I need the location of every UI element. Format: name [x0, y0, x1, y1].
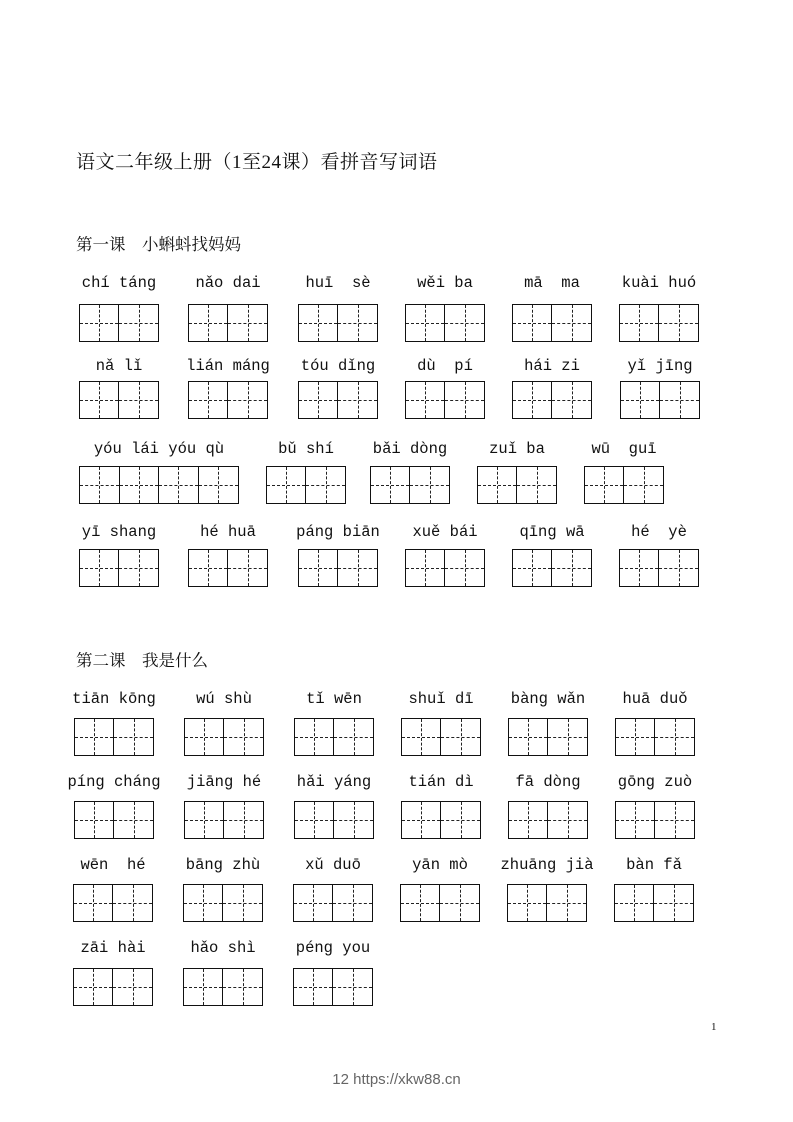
lesson-heading-2: 第二课 我是什么	[76, 651, 208, 670]
character-cell[interactable]	[441, 719, 480, 755]
character-cell[interactable]	[267, 467, 306, 503]
pinyin-label: bàng wǎn	[510, 690, 586, 708]
character-cell[interactable]	[478, 467, 517, 503]
tianzige-writing-box[interactable]	[73, 884, 153, 922]
pinyin-label: nǎo dai	[195, 274, 261, 292]
character-cell[interactable]	[509, 802, 548, 838]
character-cell[interactable]	[113, 885, 152, 921]
pinyin-label: hǎo shì	[190, 939, 256, 957]
pinyin-label: zuǐ ba	[489, 440, 545, 458]
tianzige-writing-box[interactable]	[401, 718, 481, 756]
tianzige-writing-box[interactable]	[74, 801, 154, 839]
character-cell[interactable]	[338, 550, 377, 586]
tianzige-writing-box[interactable]	[405, 549, 485, 587]
pinyin-label: wēn hé	[80, 856, 146, 874]
tianzige-writing-box[interactable]	[401, 801, 481, 839]
character-cell[interactable]	[185, 719, 224, 755]
character-cell[interactable]	[513, 305, 552, 341]
tianzige-writing-box[interactable]	[298, 304, 378, 342]
tianzige-writing-box[interactable]	[298, 549, 378, 587]
pinyin-label: huī sè	[305, 274, 371, 292]
tianzige-writing-box[interactable]	[477, 466, 557, 504]
character-cell[interactable]	[620, 550, 659, 586]
character-cell[interactable]	[616, 802, 655, 838]
pinyin-label: jiāng hé	[186, 773, 262, 791]
character-cell[interactable]	[552, 382, 591, 418]
character-cell[interactable]	[585, 467, 624, 503]
character-cell[interactable]	[159, 467, 199, 503]
tianzige-writing-box[interactable]	[400, 884, 480, 922]
character-cell[interactable]	[655, 802, 694, 838]
tianzige-writing-box[interactable]	[620, 381, 700, 419]
tianzige-writing-box[interactable]	[184, 801, 264, 839]
character-cell[interactable]	[338, 382, 377, 418]
tianzige-writing-box[interactable]	[508, 801, 588, 839]
pinyin-label: xǔ duō	[305, 856, 361, 874]
character-cell[interactable]	[334, 802, 373, 838]
character-cell[interactable]	[402, 719, 441, 755]
pinyin-label: tián dì	[408, 773, 474, 791]
tianzige-writing-box[interactable]	[79, 304, 159, 342]
tianzige-writing-box[interactable]	[512, 304, 592, 342]
character-cell[interactable]	[624, 467, 663, 503]
tianzige-writing-box[interactable]	[584, 466, 664, 504]
pinyin-label: fā dòng	[515, 773, 581, 791]
pinyin-label: hǎi yáng	[296, 773, 372, 791]
character-cell[interactable]	[401, 885, 440, 921]
pinyin-label: yǐ jīng	[627, 357, 693, 375]
pinyin-label: bǔ shí	[278, 440, 334, 458]
pinyin-label: shuǐ dī	[408, 690, 474, 708]
tianzige-writing-box[interactable]	[619, 549, 699, 587]
character-cell[interactable]	[223, 885, 262, 921]
character-cell[interactable]	[621, 382, 660, 418]
character-cell[interactable]	[294, 969, 333, 1005]
character-cell[interactable]	[616, 719, 655, 755]
character-cell[interactable]	[513, 382, 552, 418]
character-cell[interactable]	[228, 382, 267, 418]
tianzige-writing-box[interactable]	[405, 381, 485, 419]
tianzige-writing-box[interactable]	[188, 381, 268, 419]
character-cell[interactable]	[184, 969, 223, 1005]
character-cell[interactable]	[660, 382, 699, 418]
tianzige-writing-box[interactable]	[507, 884, 587, 922]
pinyin-label: yī shang	[81, 523, 157, 541]
tianzige-writing-box[interactable]	[79, 549, 159, 587]
character-cell[interactable]	[299, 305, 338, 341]
character-cell[interactable]	[228, 305, 267, 341]
pinyin-label: wěi ba	[417, 274, 473, 292]
character-cell[interactable]	[406, 382, 445, 418]
character-cell[interactable]	[224, 802, 263, 838]
character-cell[interactable]	[654, 885, 693, 921]
pinyin-label: mā ma	[524, 274, 580, 292]
tianzige-writing-box[interactable]	[619, 304, 699, 342]
character-cell[interactable]	[445, 382, 484, 418]
tianzige-writing-box[interactable]	[508, 718, 588, 756]
page-number: 1	[711, 1021, 717, 1033]
character-cell[interactable]	[402, 802, 441, 838]
tianzige-writing-box[interactable]	[79, 381, 159, 419]
pinyin-label: gōng zuò	[617, 773, 693, 791]
tianzige-writing-box[interactable]	[512, 381, 592, 419]
pinyin-label: nǎ lǐ	[95, 357, 143, 375]
character-cell[interactable]	[615, 885, 654, 921]
tianzige-writing-box[interactable]	[79, 466, 239, 504]
character-cell[interactable]	[189, 305, 228, 341]
pinyin-label: zhuāng jià	[500, 856, 594, 874]
character-cell[interactable]	[185, 802, 224, 838]
character-cell[interactable]	[119, 550, 158, 586]
character-cell[interactable]	[80, 467, 120, 503]
character-cell[interactable]	[445, 550, 484, 586]
character-cell[interactable]	[113, 969, 152, 1005]
character-cell[interactable]	[517, 467, 556, 503]
pinyin-label: hái zi	[524, 357, 580, 375]
tianzige-writing-box[interactable]	[294, 718, 374, 756]
character-cell[interactable]	[189, 382, 228, 418]
character-cell[interactable]	[119, 382, 158, 418]
character-cell[interactable]	[75, 719, 114, 755]
character-cell[interactable]	[80, 550, 119, 586]
lesson-heading-1: 第一课 小蝌蚪找妈妈	[76, 235, 241, 254]
character-cell[interactable]	[74, 885, 113, 921]
character-cell[interactable]	[294, 885, 333, 921]
pinyin-label: bǎi dòng	[372, 440, 448, 458]
character-cell[interactable]	[80, 305, 119, 341]
character-cell[interactable]	[295, 719, 334, 755]
pinyin-label: wū guī	[591, 440, 657, 458]
character-cell[interactable]	[410, 467, 449, 503]
pinyin-label: wú shù	[196, 690, 252, 708]
tianzige-writing-box[interactable]	[615, 801, 695, 839]
character-cell[interactable]	[552, 305, 591, 341]
character-cell[interactable]	[333, 969, 372, 1005]
character-cell[interactable]	[547, 885, 586, 921]
pinyin-label: lián máng	[186, 357, 270, 375]
character-cell[interactable]	[548, 719, 587, 755]
character-cell[interactable]	[659, 305, 698, 341]
character-cell[interactable]	[299, 550, 338, 586]
character-cell[interactable]	[552, 550, 591, 586]
pinyin-label: tǐ wēn	[306, 690, 362, 708]
pinyin-label: hé yè	[631, 523, 687, 541]
pinyin-label: dù pí	[417, 357, 473, 375]
tianzige-writing-box[interactable]	[405, 304, 485, 342]
character-cell[interactable]	[228, 550, 267, 586]
character-cell[interactable]	[306, 467, 345, 503]
character-cell[interactable]	[334, 719, 373, 755]
character-cell[interactable]	[338, 305, 377, 341]
character-cell[interactable]	[295, 802, 334, 838]
footer-watermark: 12 https://xkw88.cn	[332, 1071, 461, 1088]
tianzige-writing-box[interactable]	[184, 718, 264, 756]
pinyin-label: yóu lái yóu qù	[93, 440, 225, 458]
character-cell[interactable]	[74, 969, 113, 1005]
pinyin-label: bāng zhù	[185, 856, 261, 874]
tianzige-writing-box[interactable]	[293, 884, 373, 922]
tianzige-writing-box[interactable]	[298, 381, 378, 419]
pinyin-label: bàn fǎ	[626, 856, 682, 874]
pinyin-label: píng cháng	[67, 773, 161, 791]
pinyin-label: xuě bái	[412, 523, 478, 541]
character-cell[interactable]	[659, 550, 698, 586]
tianzige-writing-box[interactable]	[294, 801, 374, 839]
character-cell[interactable]	[199, 467, 238, 503]
character-cell[interactable]	[406, 550, 445, 586]
tianzige-writing-box[interactable]	[183, 884, 263, 922]
character-cell[interactable]	[184, 885, 223, 921]
character-cell[interactable]	[548, 802, 587, 838]
character-cell[interactable]	[333, 885, 372, 921]
tianzige-writing-box[interactable]	[615, 718, 695, 756]
character-cell[interactable]	[224, 719, 263, 755]
character-cell[interactable]	[441, 802, 480, 838]
character-cell[interactable]	[508, 885, 547, 921]
pinyin-label: chí táng	[81, 274, 157, 292]
character-cell[interactable]	[114, 802, 153, 838]
tianzige-writing-box[interactable]	[73, 968, 153, 1006]
character-cell[interactable]	[299, 382, 338, 418]
tianzige-writing-box[interactable]	[266, 466, 346, 504]
pinyin-label: yān mò	[412, 856, 468, 874]
character-cell[interactable]	[119, 305, 158, 341]
tianzige-writing-box[interactable]	[188, 304, 268, 342]
tianzige-writing-box[interactable]	[183, 968, 263, 1006]
tianzige-writing-box[interactable]	[188, 549, 268, 587]
character-cell[interactable]	[75, 802, 114, 838]
page-title: 语文二年级上册（1至24课）看拼音写词语	[76, 152, 438, 173]
character-cell[interactable]	[620, 305, 659, 341]
tianzige-writing-box[interactable]	[293, 968, 373, 1006]
pinyin-label: hé huā	[200, 523, 256, 541]
character-cell[interactable]	[513, 550, 552, 586]
pinyin-label: qīng wā	[519, 523, 585, 541]
character-cell[interactable]	[445, 305, 484, 341]
pinyin-label: péng you	[295, 939, 371, 957]
character-cell[interactable]	[509, 719, 548, 755]
tianzige-writing-box[interactable]	[512, 549, 592, 587]
pinyin-label: huā duǒ	[622, 690, 688, 708]
character-cell[interactable]	[114, 719, 153, 755]
character-cell[interactable]	[223, 969, 262, 1005]
character-cell[interactable]	[371, 467, 410, 503]
character-cell[interactable]	[80, 382, 119, 418]
tianzige-writing-box[interactable]	[614, 884, 694, 922]
pinyin-label: kuài huó	[621, 274, 697, 292]
character-cell[interactable]	[655, 719, 694, 755]
character-cell[interactable]	[406, 305, 445, 341]
pinyin-label: páng biān	[296, 523, 380, 541]
pinyin-label: tóu dǐng	[300, 357, 376, 375]
pinyin-label: tiān kōng	[72, 690, 156, 708]
character-cell[interactable]	[189, 550, 228, 586]
tianzige-writing-box[interactable]	[370, 466, 450, 504]
character-cell[interactable]	[120, 467, 160, 503]
pinyin-label: zāi hài	[80, 939, 146, 957]
tianzige-writing-box[interactable]	[74, 718, 154, 756]
character-cell[interactable]	[440, 885, 479, 921]
